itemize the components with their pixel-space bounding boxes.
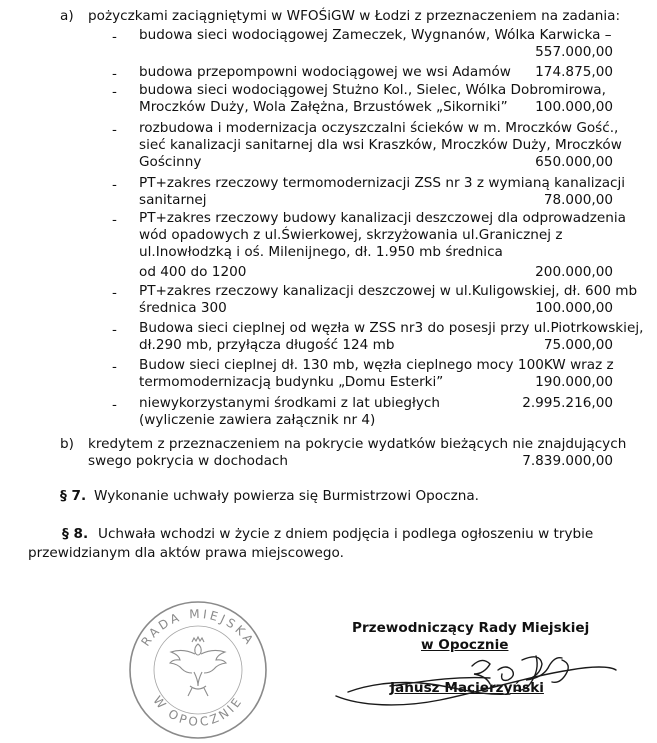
list-item-line: PT+zakres rzeczowy budowy kanalizacji deszczowej dla odprowadzenia xyxy=(139,210,626,226)
eagle-icon xyxy=(170,637,226,696)
list-item-line: rozbudowa i modernizacja oczyszczalni ścieków w m. Mroczków Gość., xyxy=(139,120,619,136)
list-item-line: dł.290 mb, przyłącza długość 124 mb xyxy=(139,337,395,353)
list-item-amount: 557.000,00 xyxy=(535,44,613,60)
list-dash: - xyxy=(112,122,117,138)
list-item-line: wód opadowych z ul.Świerkowej, skrzyżowania ul.Granicznej z xyxy=(139,227,563,243)
list-item-amount: 100.000,00 xyxy=(535,300,613,316)
section-b-marker: b) xyxy=(60,436,74,452)
list-item-line: Budowa sieci cieplnej od węzła w ZSS nr3 do posesji przy ul.Piotrkowskiej, xyxy=(139,320,644,336)
list-item-line: budowa przepompowni wodociągowej we wsi Adamów xyxy=(139,64,511,80)
svg-text:RADA MIEJSKA: RADA MIEJSKA xyxy=(138,606,258,649)
list-item-line: budowa sieci wodociągowej Zameczek, Wygnanów, Wólka Karwicka – xyxy=(139,27,612,43)
list-item-line: (wyliczenie zawiera załącznik nr 4) xyxy=(139,412,376,428)
list-item-line: średnica 300 xyxy=(139,300,227,316)
list-item-line: sanitarnej xyxy=(139,192,207,208)
list-item-line: PT+zakres rzeczowy termomodernizacji ZSS nr 3 z wymianą kanalizacji xyxy=(139,175,626,191)
list-item-amount: 75.000,00 xyxy=(543,337,613,353)
signatory-place: w Opocznie xyxy=(421,637,509,653)
signatory-name: Janusz Macierzyński xyxy=(390,680,544,696)
list-item-line: niewykorzystanymi środkami z lat ubiegłych xyxy=(139,395,440,411)
list-dash: - xyxy=(112,212,117,228)
list-item-line: Budow sieci cieplnej dł. 130 mb, węzła cieplnego mocy 100KW wraz z xyxy=(139,357,614,373)
list-item-line: sieć kanalizacji sanitarnej dla wsi Kraszków, Mroczków Duży, Mroczków xyxy=(139,137,622,153)
section-b-text: kredytem z przeznaczeniem na pokrycie wydatków bieżących nie znajdujących xyxy=(88,436,627,452)
list-item-amount: 650.000,00 xyxy=(535,154,613,170)
list-item-line: PT+zakres rzeczowy kanalizacji deszczowej w ul.Kuligowskiej, dł. 600 mb xyxy=(139,283,638,299)
list-dash: - xyxy=(112,29,117,45)
list-item-amount: 200.000,00 xyxy=(535,264,613,280)
section-b-amount: 7.839.000,00 xyxy=(522,453,613,469)
section-a-intro: pożyczkami zaciągniętymi w WFOŚiGW w Łodzi z przeznaczeniem na zadania: xyxy=(88,8,621,24)
list-item-amount: 78.000,00 xyxy=(543,192,613,208)
list-dash: - xyxy=(112,397,117,413)
handwritten-signature xyxy=(330,636,620,718)
list-dash: - xyxy=(112,177,117,193)
section-b-text: swego pokrycia w dochodach xyxy=(88,453,289,469)
paragraph-7-text: Wykonanie uchwały powierza się Burmistrzowi Opoczna. xyxy=(94,488,479,504)
list-item-line: budowa sieci wodociągowej Stużno Kol., Sielec, Wólka Dobromirowa, xyxy=(139,82,606,98)
list-item-amount: 174.875,00 xyxy=(535,64,613,80)
official-stamp xyxy=(118,592,278,740)
list-dash: - xyxy=(112,322,117,338)
list-dash: - xyxy=(112,66,117,82)
list-item-line: ul.Inowłodzką i oś. Milenijnego, dł. 1.950 mb średnica xyxy=(139,244,503,260)
list-item-line: od 400 do 1200 xyxy=(139,264,247,280)
list-item-amount: 2.995.216,00 xyxy=(522,395,613,411)
paragraph-8-label: § 8. xyxy=(62,526,89,542)
list-item-line: termomodernizacją budynku „Domu Esterki” xyxy=(139,374,444,390)
svg-text:W OPOCZNIE: W OPOCZNIE xyxy=(150,693,246,730)
list-item-line: Mroczków Duży, Wola Załężna, Brzustówek „Sikorniki” xyxy=(139,99,508,115)
signatory-title: Przewodniczący Rady Miejskiej xyxy=(352,620,590,636)
list-item-amount: 190.000,00 xyxy=(535,374,613,390)
list-dash: - xyxy=(112,359,117,375)
list-item-amount: 100.000,00 xyxy=(535,99,613,115)
paragraph-8-text: przewidzianym dla aktów prawa miejscowego. xyxy=(28,545,344,561)
section-a-marker: a) xyxy=(60,8,74,24)
list-dash: - xyxy=(112,84,117,100)
paragraph-7-label: § 7. xyxy=(60,488,87,504)
list-dash: - xyxy=(112,285,117,301)
list-item-line: Gościnny xyxy=(139,154,202,170)
paragraph-8-text: Uchwała wchodzi w życie z dniem podjęcia i podlega ogłoszeniu w trybie xyxy=(98,526,594,542)
